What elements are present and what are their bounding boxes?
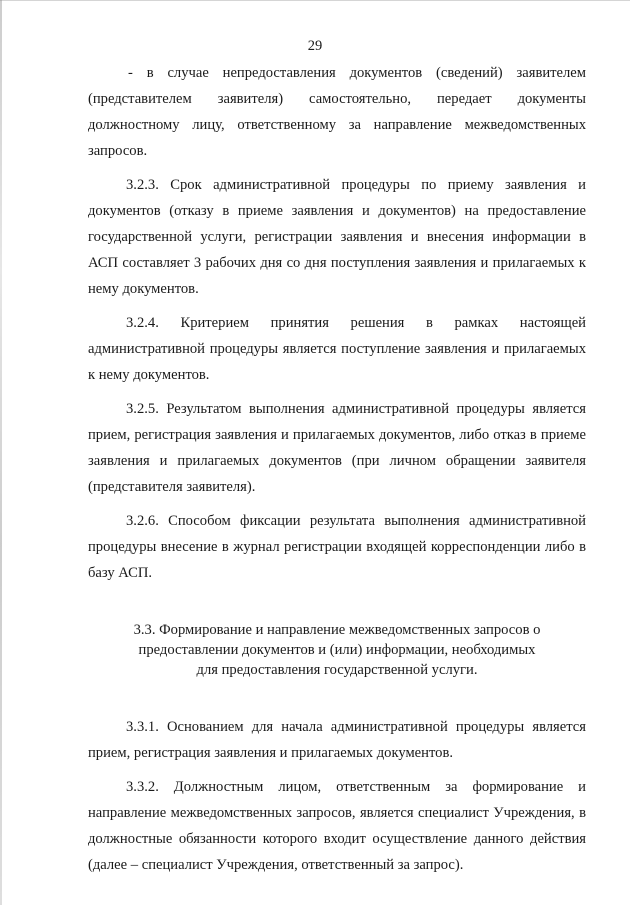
- paragraph-3-2-4: 3.2.4. Критерием принятия решения в рамках настоящей административной процедуры является поступление заявления и прилагаемых к нему документов.: [88, 315, 586, 383]
- section-heading-line: предоставлении документов и (или) информации, необходимых: [138, 642, 536, 658]
- page-number: 29: [307, 38, 323, 54]
- paragraph-3-2-3: 3.2.3. Срок административной процедуры по приему заявления и документов (отказу в приеме заявления и документов) на предоставление государственной услуги, регистрации заявления и внесения информации в АСП составляет 3 рабочих дня со дня поступления заявления и прилагаемых к нему документов.: [88, 177, 586, 297]
- section-heading-3-3: [88, 620, 586, 680]
- scan-top-edge: [0, 0, 630, 1]
- paragraph-3-3-2: 3.3.2. Должностным лицом, ответственным за формирование и направление межведомственных запросов, является специалист Учреждения, в должностные обязанности которого входит осуществление данного действия (далее – специалист Учреждения, ответственный за запрос).: [88, 779, 586, 873]
- section-heading-line: 3.3. Формирование и направление межведомственных запросов о: [133, 622, 541, 638]
- document-body: [88, 60, 586, 878]
- paragraph-3-2-6: 3.2.6. Способом фиксации результата выполнения административной процедуры внесение в журнал регистрации входящей корреспонденции либо в базу АСП.: [88, 513, 586, 581]
- paragraph-3-3-1: 3.3.1. Основанием для начала административной процедуры является прием, регистрация заявления и прилагаемых документов.: [88, 719, 586, 761]
- paragraph-intro: - в случае непредоставления документов (сведений) заявителем (представителем заявителя) самостоятельно, передает документы должностному лицу, ответственному за направление межведомственных запросов.: [88, 65, 586, 159]
- paragraph-3-2-5: 3.2.5. Результатом выполнения административной процедуры является прием, регистрация заявления и прилагаемых документов, либо отказ в приеме заявления и прилагаемых документов (при личном обращении заявителя (представителя заявителя).: [88, 401, 586, 495]
- section-heading-line: для предоставления государственной услуги.: [196, 662, 478, 678]
- scan-edge: [0, 0, 2, 905]
